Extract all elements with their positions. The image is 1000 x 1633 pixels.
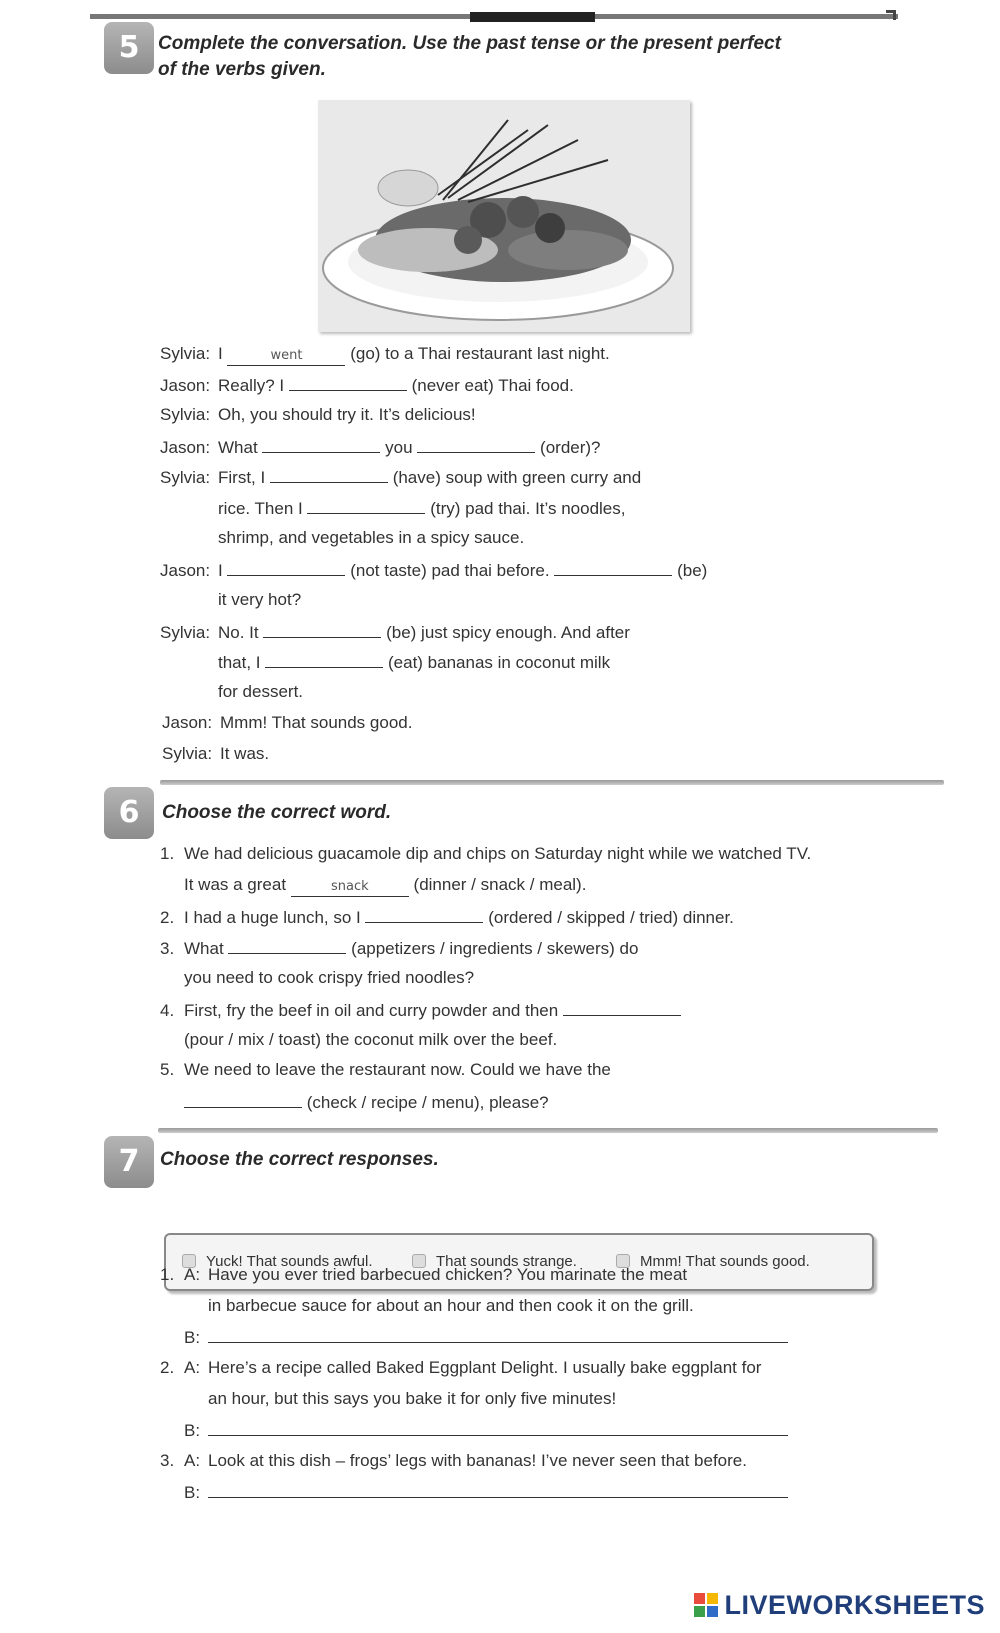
question-3: 3. What (appetizers / ingredients / skewers) do [160, 936, 638, 960]
dialogue-2-b: B: [184, 1420, 788, 1442]
answer-blank[interactable] [307, 496, 425, 514]
dialogue-line-4: Jason: What you (order)? [160, 435, 601, 459]
question-4: 4. First, fry the beef in oil and curry powder and then [160, 998, 681, 1022]
pad-thai-photo [318, 100, 690, 332]
question-5: 5. We need to leave the restaurant now. Could we have the [160, 1060, 611, 1079]
dialogue-1-a: 1. A: Have you ever tried barbecued chicken? You marinate the meat [160, 1265, 688, 1284]
dialogue-line-8: Jason: I (not taste) pad thai before. (be) [160, 558, 707, 582]
liveworksheets-logo [694, 1590, 985, 1626]
exercise-6-number: 6 [104, 787, 154, 839]
exercise-7-number: 7 [104, 1136, 154, 1188]
dialogue-line-2: Jason: Really? I (never eat) Thai food. [160, 373, 574, 397]
answer-blank[interactable] [417, 435, 535, 453]
answer-blank[interactable] [262, 435, 380, 453]
dialogue-1-b: B: [184, 1327, 788, 1349]
dialogue-2-a-line-2: an hour, but this says you bake it for only five minutes! [208, 1389, 617, 1408]
question-2: 2. I had a huge lunch, so I (ordered / skipped / tried) dinner. [160, 905, 734, 929]
answer-blank[interactable] [270, 465, 388, 483]
section-divider [160, 780, 944, 785]
dialogue-line-5: Sylvia: First, I (have) soup with green curry and [160, 465, 641, 489]
dialogue-line-1: Sylvia: I went (go) to a Thai restaurant last night. [160, 343, 610, 366]
response-option-strange[interactable]: That sounds strange. [412, 1253, 577, 1270]
liveworksheets-logo-text: LIVEWORKSHEETS [724, 1590, 985, 1620]
answer-blank[interactable] [289, 373, 407, 391]
dialogue-3-a: 3. A: Look at this dish – frogs’ legs with bananas! I’ve never seen that before. [160, 1451, 747, 1470]
response-option-mmm[interactable]: Mmm! That sounds good. [616, 1253, 810, 1270]
response-line[interactable] [208, 1420, 788, 1436]
answer-blank[interactable] [563, 998, 681, 1016]
question-3-line-2: you need to cook crispy fried noodles? [184, 968, 475, 987]
answer-blank[interactable]: went [227, 348, 345, 366]
dialogue-line-14: Sylvia: It was. [162, 744, 270, 763]
dialogue-line-6: rice. Then I (try) pad thai. It’s noodles, [218, 496, 626, 520]
answer-blank[interactable] [228, 936, 346, 954]
section-divider [158, 1128, 938, 1133]
dialogue-1-a-line-2: in barbecue sauce for about an hour and then cook it on the grill. [208, 1296, 694, 1315]
answer-blank[interactable]: snack [291, 879, 409, 897]
exercise-5-number: 5 [104, 22, 154, 74]
question-1: 1. We had delicious guacamole dip and chips on Saturday night while we watched TV. [160, 844, 812, 863]
dialogue-3-b: B: [184, 1482, 788, 1504]
answer-blank[interactable] [227, 558, 345, 576]
exercise-7-title: Choose the correct responses. [160, 1149, 439, 1170]
answer-blank[interactable] [184, 1090, 302, 1108]
liveworksheets-logo-icon [694, 1593, 720, 1619]
response-option-yuck[interactable]: Yuck! That sounds awful. [182, 1253, 373, 1270]
answer-blank[interactable] [263, 620, 381, 638]
exercise-6-title: Choose the correct word. [162, 802, 392, 823]
answer-blank[interactable] [265, 650, 383, 668]
dialogue-2-a: 2. A: Here’s a recipe called Baked Eggplant Delight. I usually bake eggplant for [160, 1358, 762, 1377]
dialogue-line-3: Sylvia: Oh, you should try it. It’s delicious! [160, 405, 476, 424]
question-1-line-2: It was a great snack (dinner / snack / meal). [184, 874, 586, 897]
dialogue-line-11: that, I (eat) bananas in coconut milk [218, 650, 610, 674]
response-line[interactable] [208, 1482, 788, 1498]
question-4-line-2: (pour / mix / toast) the coconut milk over the beef. [184, 1030, 558, 1049]
dialogue-line-12: for dessert. [218, 682, 304, 701]
dialogue-line-7: shrimp, and vegetables in a spicy sauce. [218, 528, 525, 547]
answer-blank[interactable] [365, 905, 483, 923]
exercise-5-title: Complete the conversation. Use the past tense or the present perfect of the verbs given. [158, 33, 781, 80]
response-line[interactable] [208, 1327, 788, 1343]
top-bar [90, 14, 898, 19]
dialogue-line-13: Jason: Mmm! That sounds good. [162, 713, 413, 732]
dialogue-line-9: it very hot? [218, 590, 302, 609]
answer-blank[interactable] [554, 558, 672, 576]
dialogue-line-10: Sylvia: No. It (be) just spicy enough. And after [160, 620, 630, 644]
question-5-line-2: (check / recipe / menu), please? [184, 1090, 549, 1114]
